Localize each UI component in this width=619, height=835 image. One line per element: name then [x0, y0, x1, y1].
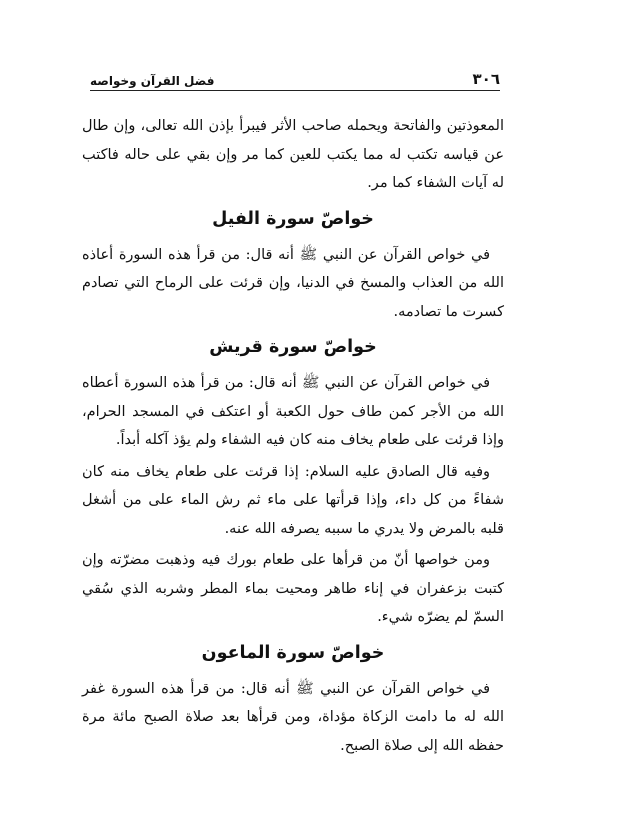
paragraph-text: في خواص القرآن عن النبي ﷺ أنه قال: من قرأ هذه السورة أعطاه الله من الأجر كمن طاف حول الكعبة أو اعتكف في المسجد الحرام، وإذا قرئت على طعام يخاف منه كان فيه الشفاء ولم يؤذ آكله أبداً.: [82, 375, 504, 448]
paragraph-text: ومن خواصها أنّ من قرأها على طعام بورك فيه وذهبت مضرّته وإن كتبت بزعفران في إناء طاهر ومحيت بماء المطر وشربه الذي سُقي السمّ لم يضرّه شيء.: [82, 552, 504, 625]
page-number: ٣٠٦: [472, 70, 500, 88]
paragraph: [82, 675, 504, 761]
running-title: فضل القرآن وخواصه: [90, 74, 215, 88]
page-body: [82, 112, 504, 763]
paragraph-text: المعوذتين والفاتحة ويحمله صاحب الأثر فيبرأ بإذن الله تعالى، وإن طال عن قياسه تكتب له مما يكتب للعين كما مر وإن بقي على حاله فاكتب له آيات الشفاء كما مر.: [82, 118, 504, 191]
paragraph-text: في خواص القرآن عن النبي ﷺ أنه قال: من قرأ هذه السورة غفر الله له ما دامت الزكاة مؤداة، ومن قرأها بعد صلاة الصبح مائة مرة حفظه الله إلى صلاة الصبح.: [82, 680, 504, 754]
section-heading-quraysh: خواصّ سورة قريش: [209, 337, 377, 357]
paragraph-continued: [82, 112, 504, 198]
paragraph: [82, 546, 504, 632]
paragraph: [82, 369, 504, 455]
paragraph-text: وفيه قال الصادق عليه السلام: إذا قرئت على طعام يخاف منه كان شفاءً من كل داء، وإذا قرأتها على ماء ثم رش الماء على من أشغل قلبه بالمرض ولا يدري ما سببه يصرفه الله عنه.: [82, 463, 504, 537]
paragraph-text: في خواص القرآن عن النبي ﷺ أنه قال: من قرأ هذه السورة أعاذه الله من العذاب والمسخ في الدنيا، وإن قرئت على الرماح التي تصادم كسرت ما تصادمه.: [82, 246, 504, 320]
header-rule: [90, 90, 500, 91]
paragraph: [82, 458, 504, 544]
page-header: [90, 66, 500, 88]
paragraph: [82, 241, 504, 327]
section-heading-al-maun: خواصّ سورة الماعون: [201, 642, 385, 663]
section-heading-al-fil: خواصّ سورة الفيل: [212, 208, 374, 229]
